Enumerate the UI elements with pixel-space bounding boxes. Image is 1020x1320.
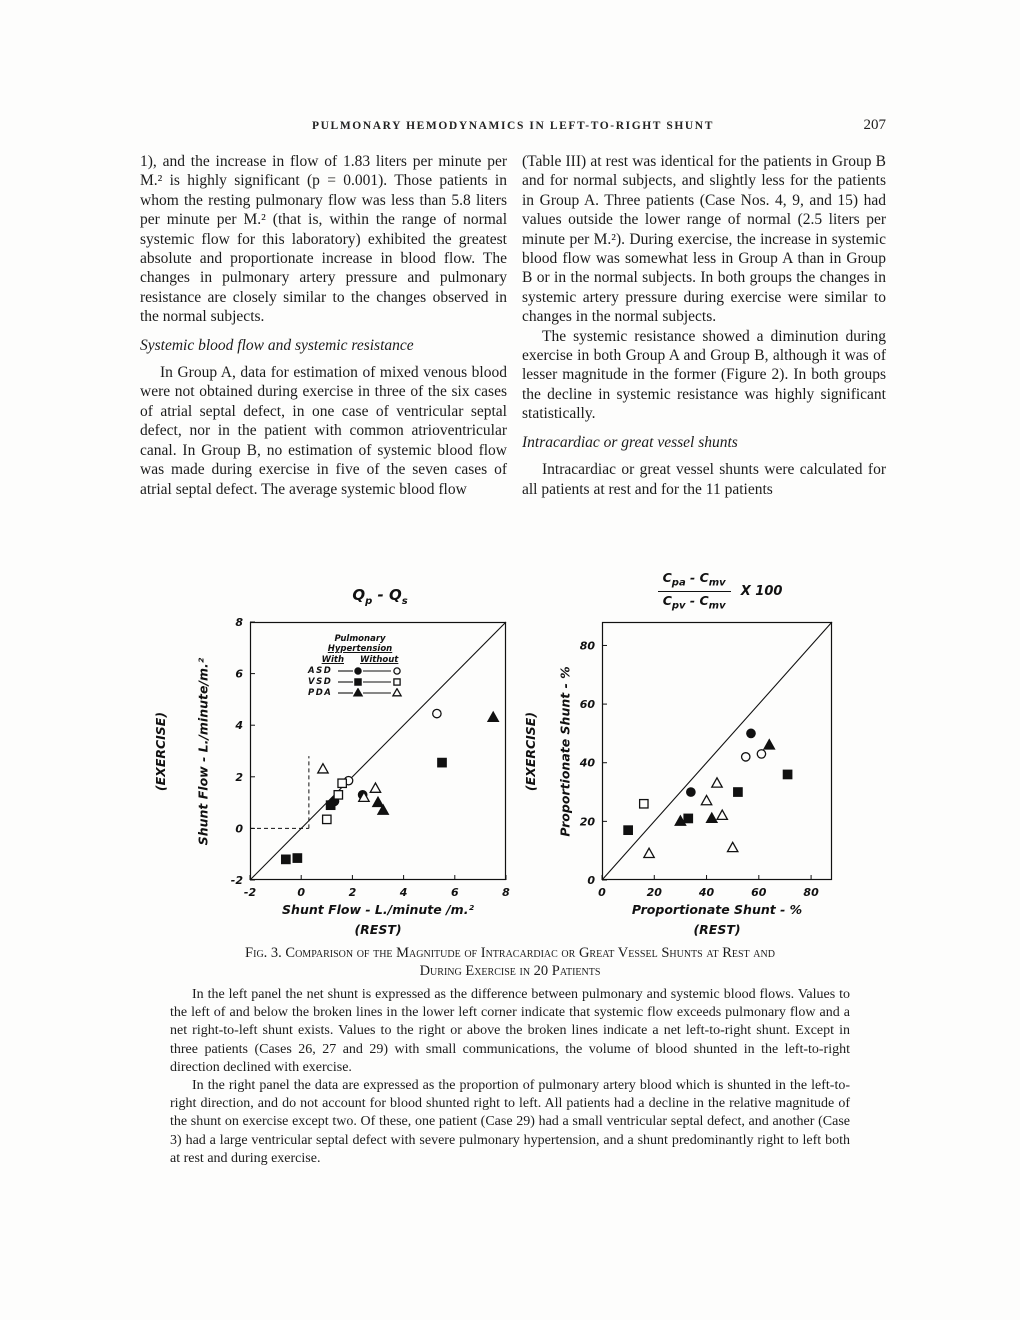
y-tick-label: 6 [235, 667, 243, 681]
fraction-denominator: $C_{pv} - C_{mv}$ [662, 593, 726, 612]
legend-marker-circle-open [394, 668, 400, 674]
data-point-triangle-open [701, 795, 711, 804]
data-point-square-open [334, 791, 342, 799]
legend-marker-triangle-open [393, 689, 401, 696]
body-paragraph: In Group A, data for estimation of mixed venous blood were not obtained during exercise in three of the six cases of atrial septal defect, in one case of ventricular septal defect, nor in the patient with common atrioventricular canal. In Group B, no estimation of systemic blood flow was made during exercise in five of the seven cases of atrial septal defect. The average systemic blood flow [140, 364, 507, 498]
data-point-square-open [338, 779, 346, 787]
left-chart-ylabel: Shunt Flow - L./minute/m.² [195, 657, 211, 845]
chart-legend [308, 634, 448, 698]
data-point-triangle-filled [373, 797, 383, 806]
title-fraction [658, 570, 731, 613]
y-tick-label: 80 [579, 639, 595, 653]
caption-title-line2: During Exercise in 20 Patients [419, 963, 601, 979]
body-paragraph: The systemic resistance showed a diminution during exercise in both Group A and Group B, although it was of lesser magnitude in the former (Figure 2). In both groups the decline in systemic resistance was highly significant statistically. [522, 327, 886, 423]
legend-marker-square-open [394, 679, 400, 685]
x-tick-label: -2 [243, 886, 257, 899]
legend-marker-triangle-filled [354, 689, 362, 696]
y-tick-label: -2 [230, 874, 243, 887]
right-scatter-plot [579, 622, 832, 899]
caption-paragraph: In the right panel the data are expressed as the proportion of pulmonary artery blood which is shunted in the left-to-right direction, and do not account for blood shunted right to left. All patients had a decline in the relative magnitude of the shunt on exercise except two. Of these, one patient (Case 29) had a small ventricular septal defect, and another (Case 3) had a large ventricular septal defect with severe pulmonary hypertension, and a shunt predominantly right to left both at rest and during exercise. [170, 1078, 850, 1166]
left-chart-title [280, 586, 480, 607]
y-tick-label: 8 [235, 616, 243, 629]
x-tick-label: 60 [751, 886, 767, 899]
x-tick-label: 0 [598, 886, 606, 899]
figure-caption-title [0, 944, 1020, 980]
data-point-square-filled [438, 758, 446, 766]
data-point-circle-open [742, 753, 750, 761]
legend-row-label: VSD [308, 677, 333, 688]
page-number: 207 [863, 117, 886, 133]
y-tick-label: 60 [579, 698, 595, 712]
x-tick-label: 4 [399, 886, 408, 899]
header-title: PULMONARY HEMODYNAMICS IN LEFT-TO-RIGHT SHUNT [312, 120, 714, 132]
legend-row-vsd [308, 677, 448, 687]
legend-marker-square-filled [355, 679, 361, 685]
y-tick-label: 4 [235, 719, 243, 733]
legend-rows [308, 666, 448, 698]
section-heading: Systemic blood flow and systemic resistance [140, 336, 414, 354]
figure-caption-body [170, 986, 850, 1168]
x-tick-label: 20 [646, 886, 662, 899]
identity-line [602, 622, 832, 880]
left-chart-xlabel-rest: (REST) [354, 922, 402, 937]
y-tick-label: 0 [587, 874, 595, 887]
caption-title-line1: Fig. 3. Comparison of the Magnitude of Intracardiac or Great Vessel Shunts at Rest and [245, 945, 775, 961]
x-tick-label: 6 [450, 886, 459, 899]
y-tick-label: 2 [235, 770, 243, 784]
fraction-numerator: $C_{pa} - C_{mv}$ [658, 570, 731, 592]
data-point-triangle-open [318, 764, 328, 773]
legend-title [308, 634, 412, 654]
right-chart-ylabel-exercise: (EXERCISE) [523, 711, 539, 791]
data-point-triangle-open [712, 778, 722, 787]
right-chart-ylabel: Proportionate Shunt - % [557, 665, 573, 837]
times-100-label: X 100 [740, 584, 783, 599]
figure-3 [0, 570, 1020, 970]
data-point-square-filled [734, 788, 742, 796]
body-paragraph: Intracardiac or great vessel shunts were calculated for all patients at rest and for the 11 patients [522, 461, 886, 498]
legend-marker-circle-filled [355, 668, 361, 674]
right-chart-xlabel: Proportionate Shunt - % [631, 902, 803, 917]
data-point-triangle-open [727, 842, 737, 851]
right-chart-title [586, 570, 854, 613]
legend-row-asd [308, 666, 448, 676]
data-point-square-open [323, 815, 331, 823]
legend-row-markers [338, 666, 410, 676]
data-point-square-open [640, 800, 648, 808]
running-header [140, 117, 886, 133]
data-point-triangle-open [370, 783, 380, 792]
body-paragraph: (Table III) at rest was identical for the patients in Group B and for normal subjects, and slightly less for the patients in Group A. Three patients (Case Nos. 4, 9, and 15) had values outside the lower range of normal (2.5 liters per minute per M.²). During exercise, the increase in systemic blood flow was somewhat less in Group A than in Group B or in the normal subjects. In both groups the changes in systemic artery pressure during exercise were similar to changes in the normal subjects. [522, 153, 886, 326]
body-paragraph: 1), and the increase in flow of 1.83 liters per minute per M.² is highly significant (p = 0.001). Those patients in whom the resting pulmonary flow was less than 5.8 liters per minute per M.² (that is, within the range of normal systemic flow for this laboratory) exhibited the greatest absolute and proportionate increase in blood flow. The changes in pulmonary artery pressure and pulmonary resistance are closely similar to the changes observed in the normal subjects. [140, 153, 507, 326]
title-text: - Q [372, 586, 402, 604]
x-tick-label: 2 [348, 886, 357, 899]
legend-row-label: ASD [308, 666, 333, 677]
title-text: Q [352, 586, 366, 604]
data-point-triangle-open [717, 810, 727, 819]
x-tick-label: 8 [502, 886, 510, 899]
data-point-square-filled [293, 854, 301, 862]
data-point-circle-open [757, 750, 765, 758]
title-subscript: s [401, 596, 408, 607]
title-subscript: p [365, 596, 373, 607]
data-point-triangle-filled [707, 813, 717, 822]
y-tick-label: 40 [579, 756, 595, 770]
x-tick-label: 40 [698, 886, 715, 899]
caption-paragraph: In the left panel the net shunt is expressed as the difference between pulmonary and systemic blood flows. Values to the left of and below the broken lines in the lower left corner indicate that systemic flow exceeds pulmonary flow and a net right-to-left shunt exists. Values to the right or above the broken lines indicate a net left-to-right shunt. Except in three patients (Cases 26, 27 and 29) with small communications, the volume of blood shunted in the left-to-right direction declined with exercise. [170, 987, 850, 1075]
legend-row-markers [338, 688, 410, 698]
legend-col-without: Without [360, 655, 399, 666]
legend-columns [308, 655, 412, 665]
y-tick-label: 0 [235, 822, 243, 836]
right-chart-xlabel-rest: (REST) [693, 922, 741, 937]
data-point-triangle-filled [764, 740, 774, 749]
section-heading: Intracardiac or great vessel shunts [522, 433, 738, 451]
legend-title-line2: Hypertension [327, 644, 393, 655]
x-tick-label: 80 [803, 886, 819, 899]
left-chart-xlabel: Shunt Flow - L./minute /m.² [282, 902, 474, 917]
data-point-circle-filled [687, 788, 695, 796]
legend-col-with: With [321, 655, 345, 666]
data-point-square-filled [624, 826, 632, 834]
right-text-column [522, 152, 886, 499]
legend-row-markers [338, 677, 410, 687]
data-point-square-filled [684, 814, 692, 822]
x-tick-label: 0 [297, 886, 306, 899]
data-point-square-filled [282, 855, 290, 863]
data-point-square-filled [783, 770, 791, 778]
left-chart-ylabel-exercise: (EXERCISE) [153, 711, 169, 791]
data-point-circle-open [433, 709, 441, 717]
legend-row-label: PDA [308, 688, 333, 699]
data-point-square-filled [326, 801, 334, 809]
data-point-circle-filled [747, 729, 755, 737]
y-tick-label: 20 [579, 815, 595, 829]
data-point-triangle-filled [488, 712, 498, 721]
plot-canvas [579, 622, 832, 899]
legend-title-line1: Pulmonary [334, 634, 386, 644]
left-text-column [140, 152, 507, 499]
data-point-triangle-open [644, 848, 654, 857]
legend-row-pda [308, 688, 448, 698]
